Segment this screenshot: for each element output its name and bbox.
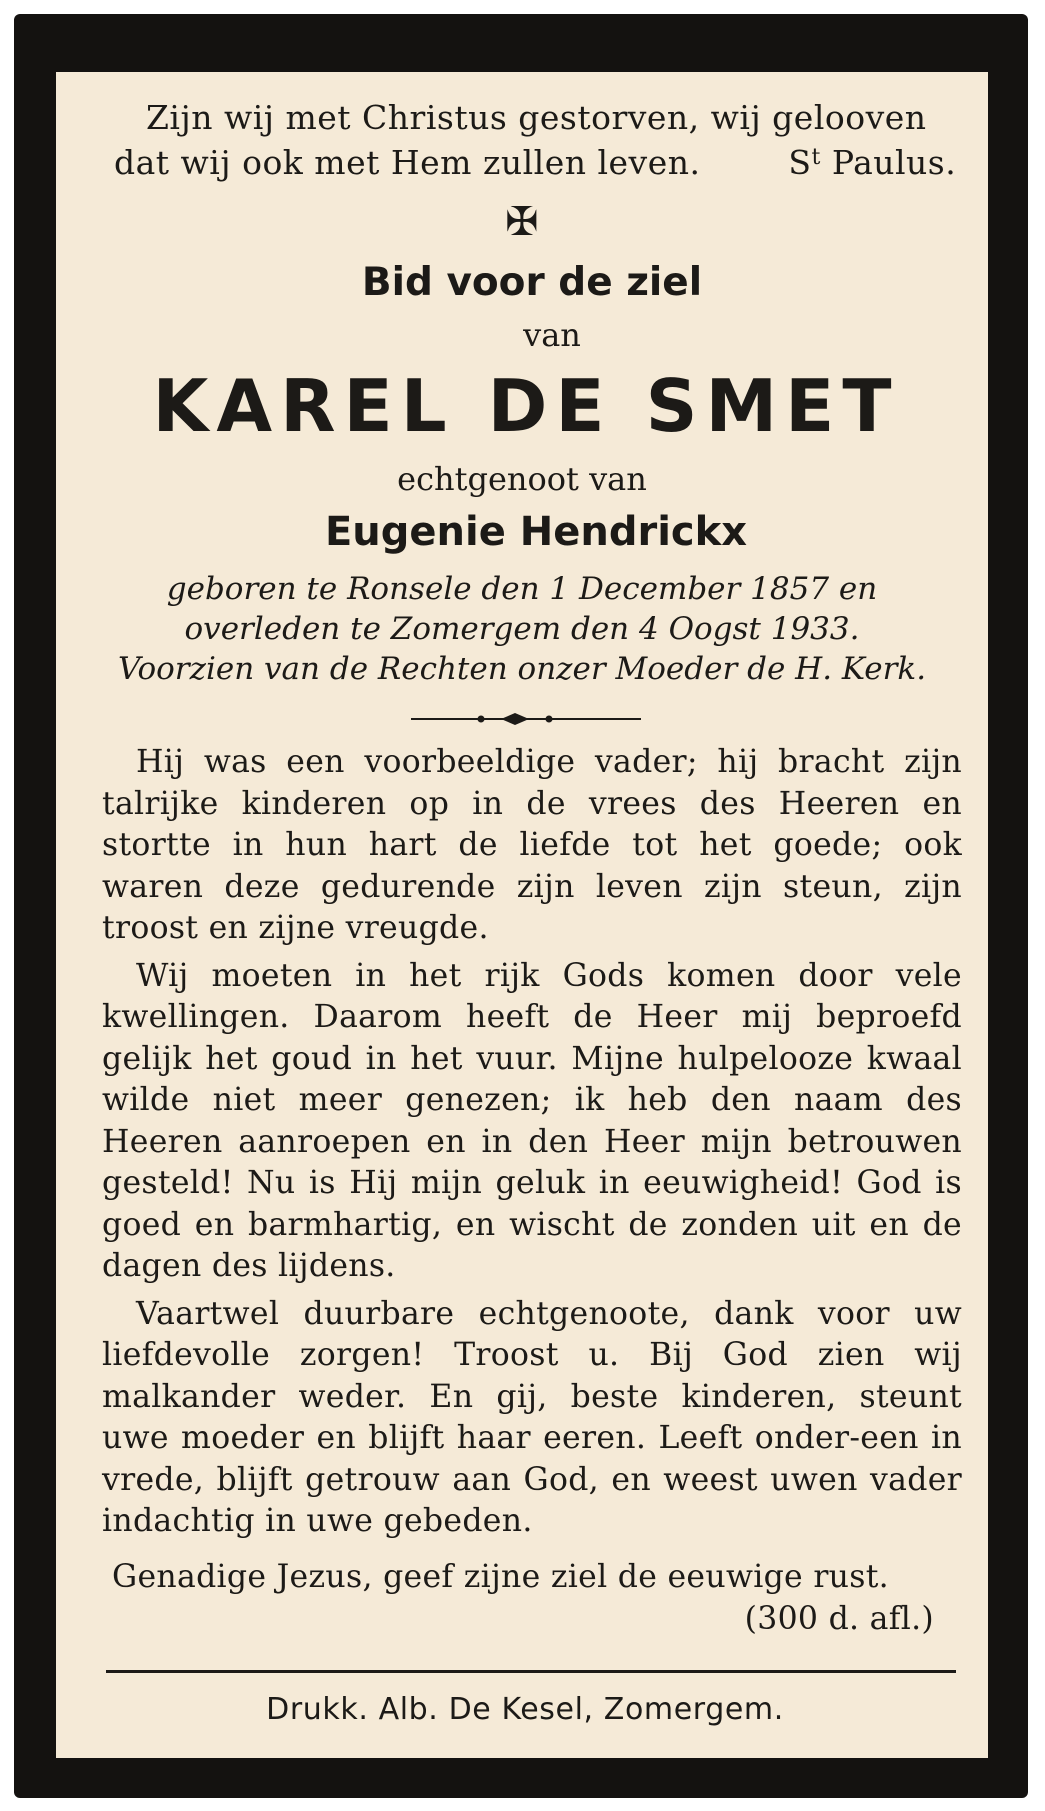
closing-prayer-text: Genadige Jezus, geef zijne ziel de eeuwige rust. [112, 1559, 889, 1595]
motto-line-1: Zijn wij met Christus gestorven, wij gelooven [146, 98, 927, 137]
saint-name: Paulus. [820, 143, 957, 182]
ornament-divider-icon [411, 710, 641, 728]
heading-van: van [523, 316, 581, 354]
motto-line-2 [114, 138, 957, 183]
birth-line: geboren te Ronsele den 1 December 1857 en [166, 571, 878, 607]
life-dates [56, 569, 988, 689]
saint-prefix: S [788, 143, 812, 182]
memorial-card-paper [56, 72, 988, 1758]
footer-divider [106, 1670, 956, 1673]
spouse-label: echtgenoot van [397, 460, 647, 498]
scripture-motto [114, 98, 957, 183]
sacraments-line: Voorzien van de Rechten onzer Moeder de H. Kerk. [117, 651, 927, 687]
eulogy-paragraph-3: Vaartwel duurbare echtgenoote, dank voor uw liefdevolle zorgen! Troost u. Bij God zien wij malkander weder. En gij, beste kinderen, steunt uwe moeder en blijft haar eeren. Leeft onder-een in vrede, blijft getrouw aan God, en weest uwen vader indachtig in uwe gebeden. [102, 1295, 962, 1539]
motto-line-2-text: dat wij ook met Hem zullen leven. [114, 143, 701, 182]
eulogy-paragraph-1: Hij was een voorbeeldige vader; hij bracht zijn talrijke kinderen op in de vrees des Heeren en stortte in hun hart de liefde tot het goede; ook waren deze gedurende zijn leven zijn steun, zijn troost en zijne vreugde. [102, 744, 962, 946]
closing-prayer [102, 1557, 962, 1640]
death-line: overleden te Zomergem den 4 Oogst 1933. [184, 611, 860, 647]
spouse-name: Eugenie Hendrickx [324, 509, 748, 555]
eulogy-paragraph-2: Wij moeten in het rijk Gods komen door vele kwellingen. Daarom heeft de Heer mij beproefd gelijk het goud in het vuur. Mijne hulpelooze kwaal wilde niet meer genezen; ik heb den naam des Heeren aanroepen en in den Heer mijn betrouwen gesteld! Nu is Hij mijn geluk in eeuwigheid! God is goed en barmhartig, en wischt de zonden uit en de dagen des lijdens. [102, 957, 962, 1284]
memorial-card-border [14, 14, 1028, 1798]
indulgence-note: (300 d. afl.) [744, 1600, 934, 1637]
printer-credit: Drukk. Alb. De Kesel, Zomergem. [266, 1692, 784, 1727]
eulogy-text [102, 742, 962, 1549]
prayer-heading: Bid voor de ziel [361, 260, 703, 305]
deceased-name: KAREL DE SMET [152, 364, 900, 448]
saint-superscript: t [811, 145, 821, 170]
maltese-cross-icon: ✠ [505, 199, 539, 245]
